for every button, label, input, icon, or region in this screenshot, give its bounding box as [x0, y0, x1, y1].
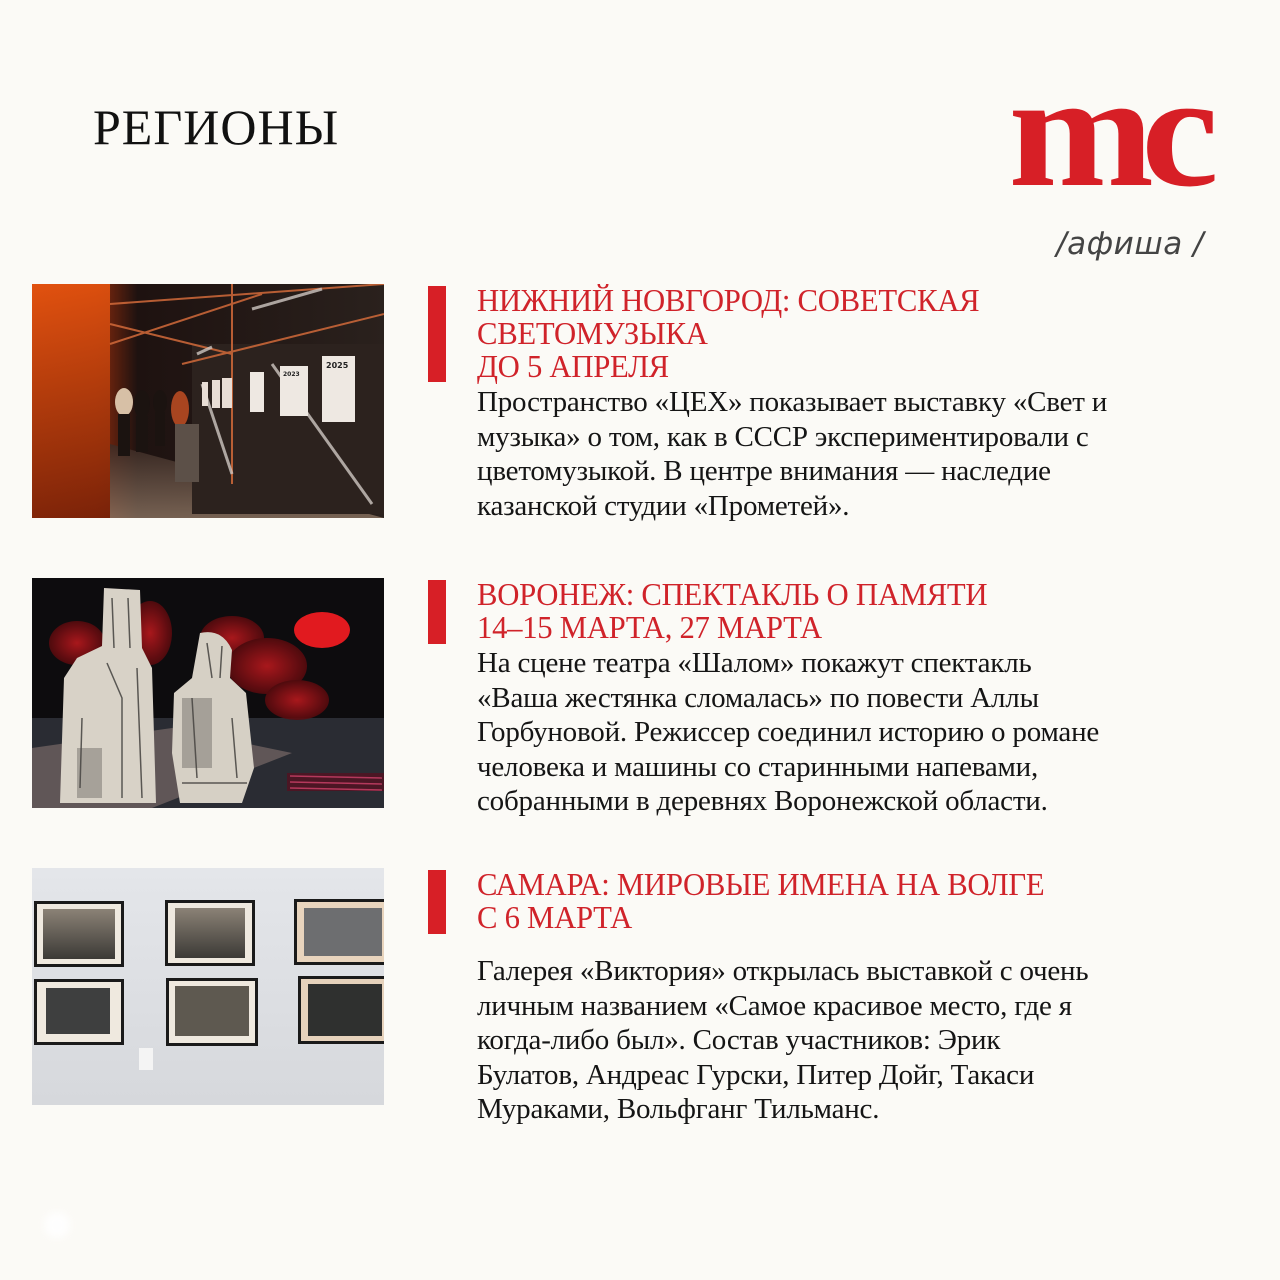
- event-photo-gallery-wall: [32, 868, 384, 1105]
- event-photo-paper-figures: [32, 578, 384, 808]
- event-card-samara: [32, 866, 1232, 1125]
- event-heading: [477, 578, 1187, 644]
- event-date: ДО 5 АПРЕЛЯ: [477, 348, 669, 384]
- gallery-wall-photo-illustration: [32, 868, 384, 1105]
- event-description: [477, 385, 1217, 523]
- body-line: цветомузыкой. В центре внимания — наследие: [477, 455, 1051, 487]
- heading-line: СВЕТОМУЗЫКА: [477, 315, 708, 351]
- body-line: Мураками, Вольфганг Тильманс.: [477, 1093, 880, 1125]
- body-line: музыка» о том, как в СССР экспериментировали с: [477, 420, 1089, 453]
- event-text: [477, 868, 1217, 1127]
- body-line: Горбуновой. Режиссер соединил историю о романе: [477, 716, 1100, 748]
- event-date: С 6 МАРТА: [477, 899, 633, 935]
- accent-bar: [428, 580, 446, 644]
- svg-text:2025: 2025: [326, 361, 349, 370]
- logo-text: mc: [1008, 42, 1206, 221]
- body-line: «Ваша жестянка сломалась» по повести Аллы: [477, 681, 1039, 714]
- accent-bar: [428, 286, 446, 382]
- event-heading: [477, 284, 1187, 383]
- event-text: [477, 578, 1217, 819]
- body-line: Галерея «Виктория» открылась выставкой с очень: [477, 955, 1089, 987]
- section-subtitle: /афиша /: [1056, 226, 1204, 262]
- body-line: личным названием «Самое красивое место, где я: [477, 989, 1072, 1022]
- heading-line: НИЖНИЙ НОВГОРОД: СОВЕТСКАЯ: [477, 282, 980, 318]
- section-title: РЕГИОНЫ: [93, 99, 340, 155]
- body-line: казанской студии «Прометей».: [477, 489, 850, 522]
- heading-line: ВОРОНЕЖ: СПЕКТАКЛЬ О ПАМЯТИ: [477, 576, 988, 612]
- body-line: когда-либо был». Состав участников: Эрик: [477, 1024, 1001, 1056]
- body-line: человека и машины со старинными напевами,: [477, 750, 1039, 783]
- event-text: [477, 284, 1217, 523]
- event-date: 14–15 МАРТА, 27 МАРТА: [477, 609, 822, 645]
- svg-text:2023: 2023: [283, 371, 300, 378]
- corridor-photo-illustration: [32, 284, 384, 518]
- event-card-voronezh: [32, 578, 1232, 818]
- event-card-nizhny-novgorod: [32, 284, 1232, 524]
- event-description: [477, 954, 1217, 1127]
- heading-line: САМАРА: МИРОВЫЕ ИМЕНА НА ВОЛГЕ: [477, 866, 1045, 902]
- body-line: На сцене театра «Шалом» покажут спектакль: [477, 647, 1032, 679]
- event-heading: [477, 868, 1187, 934]
- event-photo-exhibition-corridor: [32, 284, 384, 518]
- body-line: Булатов, Андреас Гурски, Питер Дойг, Такаси: [477, 1058, 1035, 1091]
- body-line: Пространство «ЦЕХ» показывает выставку «Свет и: [477, 386, 1108, 418]
- event-description: [477, 646, 1217, 819]
- decorative-blur-dot: [44, 1212, 70, 1238]
- accent-bar: [428, 870, 446, 934]
- paper-figures-photo-illustration: [32, 578, 384, 808]
- mc-logo: [966, 42, 1206, 221]
- body-line: собранными в деревнях Воронежской области.: [477, 785, 1048, 817]
